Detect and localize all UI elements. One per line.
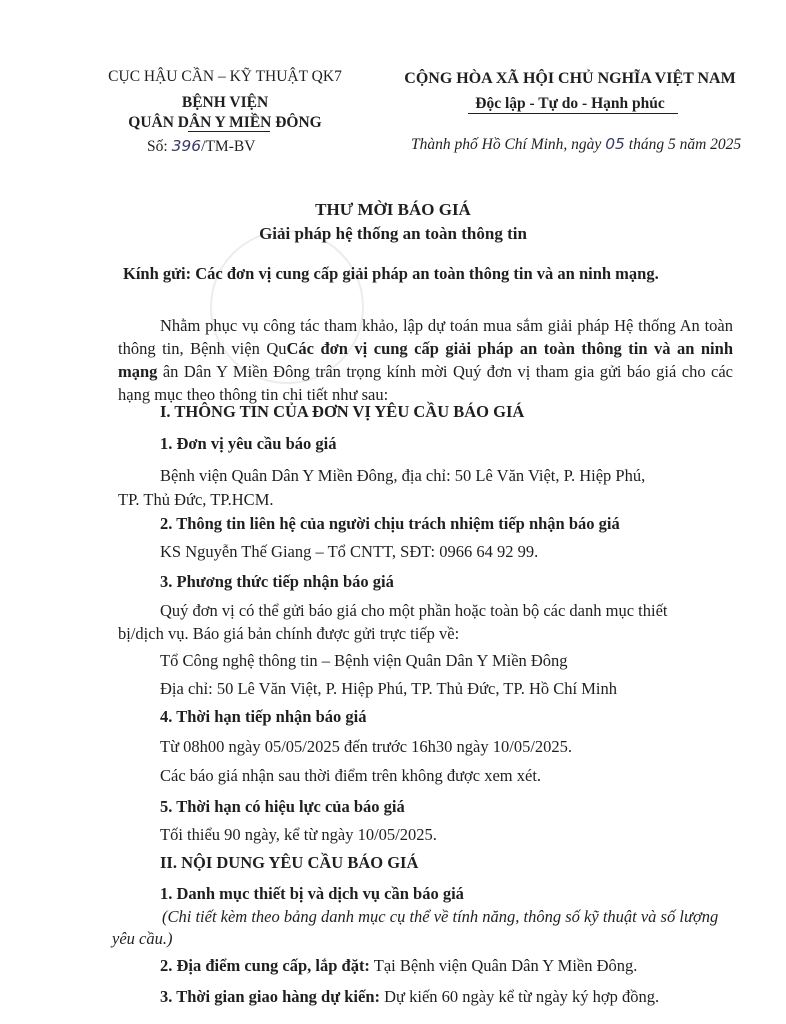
national-motto-text: Độc lập - Tự do - Hạnh phúc: [475, 95, 665, 112]
section2-item3: [160, 987, 659, 1007]
intro-paragraph: [118, 314, 733, 406]
org-parent-text: CỤC HẬU CẦN – KỸ THUẬT QK7: [108, 68, 342, 85]
section2-item1-title: 1. Danh mục thiết bị và dịch vụ cần báo giá: [160, 884, 464, 903]
section1-item2-text: KS Nguyễn Thế Giang – Tổ CNTT, SĐT: 0966 64 92 99.: [160, 542, 539, 561]
section2-item2-label: 2. Địa điểm cung cấp, lắp đặt:: [160, 956, 370, 975]
national-title: [390, 68, 750, 90]
greeting: Kính gửi: Các đơn vị cung cấp giải pháp an toàn thông tin và an ninh mạng.: [123, 264, 659, 283]
date-prefix: Thành phố Hồ Chí Minh, ngày: [411, 136, 602, 153]
section1-item3-text-a: Quý đơn vị có thể gửi báo giá cho một phần hoặc toàn bộ các danh mục thiết: [160, 601, 668, 620]
org-hospital-name: QUÂN DÂN Y MIỀN ĐÔNG: [128, 114, 322, 131]
national-motto: [390, 93, 750, 115]
section1-item3-text-b: bị/dịch vụ. Báo giá bản chính được gửi trực tiếp về:: [118, 624, 460, 643]
section1-item5-title: 5. Thời hạn có hiệu lực của báo giá: [160, 797, 405, 816]
section1-item1-title: 1. Đơn vị yêu cầu báo giá: [160, 434, 337, 453]
letter-title: THƯ MỜI BÁO GIÁ: [315, 200, 471, 219]
date-day-handwritten: 05: [605, 135, 625, 153]
org-hospital-line1: [100, 92, 350, 114]
header-left-rule: [188, 131, 270, 132]
document-number: [147, 137, 255, 156]
section1-item5-text: Tối thiểu 90 ngày, kể từ ngày 10/05/2025.: [160, 825, 437, 844]
section2-item2: [160, 956, 637, 976]
section2-item3-label: 3. Thời gian giao hàng dự kiến:: [160, 987, 381, 1006]
header-right-rule: [468, 113, 678, 114]
section1-item3-text-d: Địa chỉ: 50 Lê Văn Việt, P. Hiệp Phú, TP. Thủ Đức, TP. Hồ Chí Minh: [160, 679, 617, 698]
section1-heading: I. THÔNG TIN CỦA ĐƠN VỊ YÊU CẦU BÁO GIÁ: [160, 402, 525, 421]
section1-item2-title: 2. Thông tin liên hệ của người chịu trách nhiệm tiếp nhận báo giá: [160, 514, 620, 533]
section1-item3-title: 3. Phương thức tiếp nhận báo giá: [160, 572, 394, 591]
intro-text-bold: Các đơn vị cung cấp giải pháp an toàn thông tin và an ninh mạng: [118, 339, 733, 381]
document-number-handwritten: 396: [171, 137, 202, 155]
intro-text-part2: ân Dân Y Miền Đông trân trọng kính mời Quý đơn vị tham gia gửi báo giá cho các hạng mục theo thông tin chi tiết như sau:: [118, 362, 734, 404]
section1-item3-text-c: Tổ Công nghệ thông tin – Bệnh viện Quân Dân Y Miền Đông: [160, 651, 568, 670]
org-parent: [100, 66, 350, 88]
org-hospital-text: BỆNH VIỆN: [181, 94, 269, 111]
section1-item1-text-b: TP. Thủ Đức, TP.HCM.: [118, 490, 274, 509]
intro-text-part1: Nhằm phục vụ công tác tham khảo, lập dự toán mua sắm giải pháp Hệ thống An toàn thông tin, Bệnh viện Qu: [118, 316, 733, 358]
national-title-text: CỘNG HÒA XÃ HỘI CHỦ NGHĨA VIỆT NAM: [404, 70, 736, 87]
document-number-prefix: Số:: [147, 138, 168, 155]
letter-subtitle: Giải pháp hệ thống an toàn thông tin: [259, 224, 527, 243]
section2-item1-note: (Chi tiết kèm theo bảng danh mục cụ thể về tính năng, thông số kỹ thuật và số lượng yêu cầu.): [112, 907, 719, 948]
section1-item4-text-a: Từ 08h00 ngày 05/05/2025 đến trước 16h30 ngày 10/05/2025.: [160, 737, 573, 756]
section2-heading: II. NỘI DUNG YÊU CẦU BÁO GIÁ: [160, 853, 419, 872]
section1-item4-title: 4. Thời hạn tiếp nhận báo giá: [160, 707, 367, 726]
section1-item4-text-b: Các báo giá nhận sau thời điểm trên không được xem xét.: [160, 766, 542, 785]
section1-item1-text-a: Bệnh viện Quân Dân Y Miền Đông, địa chỉ: 50 Lê Văn Việt, P. Hiệp Phú,: [160, 466, 646, 485]
date-suffix: tháng 5 năm 2025: [628, 136, 742, 153]
section2-item3-text: Dự kiến 60 ngày kể từ ngày ký hợp đồng.: [380, 987, 660, 1006]
document-date: [411, 135, 741, 154]
section2-item2-text: Tại Bệnh viện Quân Dân Y Miền Đông.: [369, 956, 638, 975]
document-number-suffix: /TM-BV: [201, 138, 256, 155]
